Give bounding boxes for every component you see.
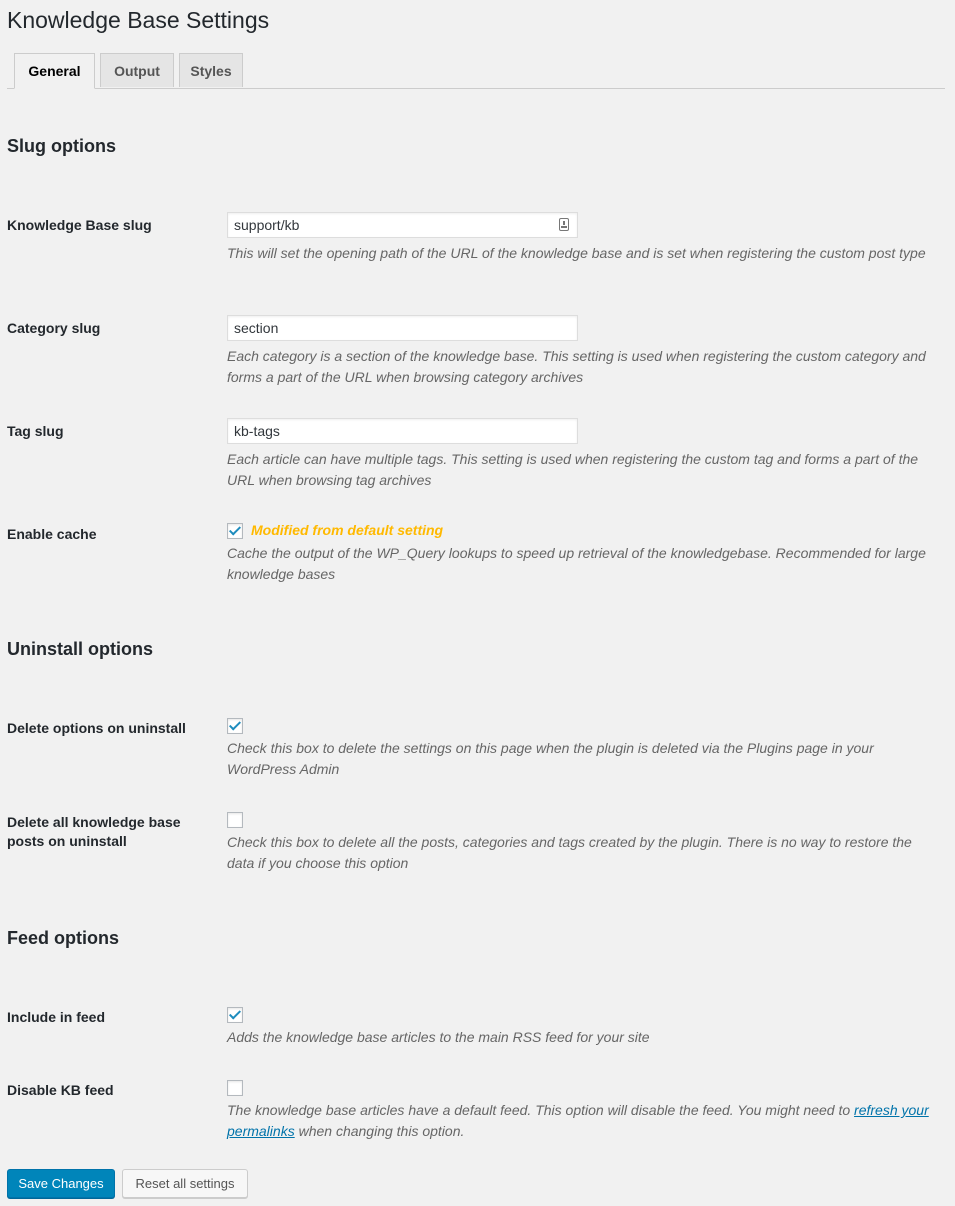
feed-options-heading: Feed options <box>7 928 119 948</box>
page-title: Knowledge Base Settings <box>7 7 270 33</box>
save-changes-button[interactable]: Save Changes <box>7 1169 115 1198</box>
category-slug-label: Category slug <box>7 320 101 336</box>
delete-options-label: Delete options on uninstall <box>7 720 186 736</box>
reset-settings-button[interactable]: Reset all settings <box>122 1169 248 1198</box>
category-slug-description: Each category is a section of the knowledge base. This setting is used when registering the custom category and forms a part of the URL when browsing category archives <box>227 348 926 385</box>
tag-slug-input[interactable] <box>227 418 578 444</box>
include-in-feed-description: Adds the knowledge base articles to the main RSS feed for your site <box>227 1029 650 1045</box>
kb-slug-input[interactable] <box>227 212 578 238</box>
disable-kb-feed-label: Disable KB feed <box>7 1082 114 1098</box>
tab-output[interactable]: Output <box>100 53 174 87</box>
enable-cache-checkbox[interactable] <box>227 523 243 539</box>
disable-kb-feed-desc-before: The knowledge base articles have a default feed. This option will disable the feed. You might need to <box>227 1102 855 1118</box>
autofill-key-icon[interactable] <box>559 218 569 231</box>
kb-slug-description: This will set the opening path of the URL of the knowledge base and is set when registering the custom post type <box>227 245 926 261</box>
modified-default-note: Modified from default setting <box>251 522 444 538</box>
refresh-permalinks-link[interactable]: refresh your permalinks <box>227 1102 929 1139</box>
delete-posts-label <box>7 813 207 851</box>
disable-kb-feed-desc-after: when changing this option. <box>294 1123 465 1139</box>
tag-slug-description: Each article can have multiple tags. This setting is used when registering the custom tag and forms a part of the URL when browsing tag archives <box>227 451 919 488</box>
uninstall-options-heading: Uninstall options <box>7 639 153 659</box>
kb-slug-field-wrap <box>227 212 578 238</box>
slug-options-heading: Slug options <box>7 136 116 156</box>
delete-posts-description: Check this box to delete all the posts, categories and tags created by the plugin. There is no way to restore the data if you choose this option <box>227 834 912 871</box>
include-in-feed-checkbox[interactable] <box>227 1007 243 1023</box>
delete-options-checkbox[interactable] <box>227 718 243 734</box>
kb-slug-label: Knowledge Base slug <box>7 217 152 233</box>
delete-options-description: Check this box to delete the settings on this page when the plugin is deleted via the Plugins page in your WordPress Admin <box>227 740 874 777</box>
delete-posts-label-line1: Delete all knowledge base <box>7 814 181 830</box>
include-in-feed-label: Include in feed <box>7 1009 106 1025</box>
delete-posts-label-line2: posts on uninstall <box>7 833 127 849</box>
settings-tabs <box>7 53 945 89</box>
category-slug-input[interactable] <box>227 315 578 341</box>
tag-slug-label: Tag slug <box>7 423 64 439</box>
tab-general[interactable]: General <box>14 53 95 89</box>
enable-cache-description: Cache the output of the WP_Query lookups to speed up retrieval of the knowledgebase. Recommended for large knowledge bases <box>227 545 926 582</box>
enable-cache-label: Enable cache <box>7 526 97 542</box>
disable-kb-feed-checkbox[interactable] <box>227 1080 243 1096</box>
delete-posts-checkbox[interactable] <box>227 812 243 828</box>
tab-styles[interactable]: Styles <box>179 53 243 87</box>
disable-kb-feed-description <box>227 1100 942 1142</box>
